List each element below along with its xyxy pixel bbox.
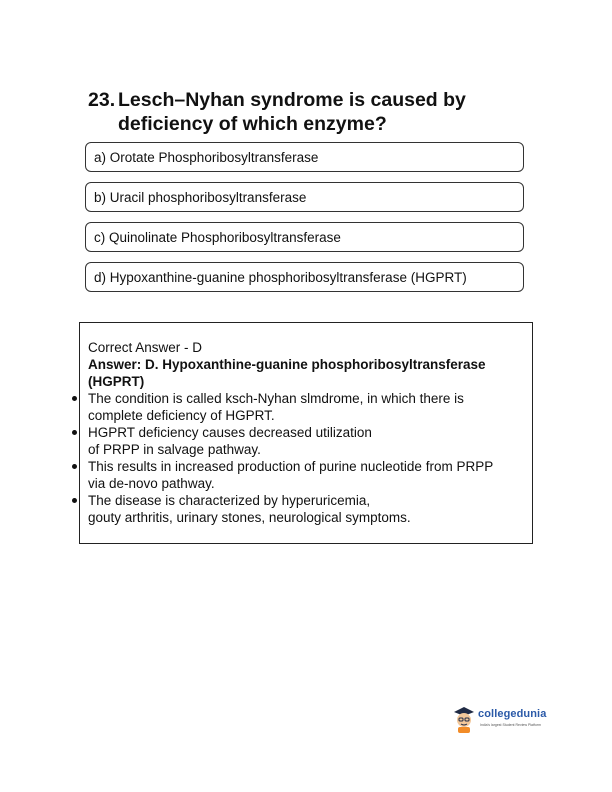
explanation-item <box>88 458 528 492</box>
collegedunia-logo <box>452 705 562 735</box>
answer-content <box>88 339 528 526</box>
explanation-item <box>88 424 528 458</box>
explanation-item <box>88 492 528 526</box>
explanation-line: gouty arthritis, urinary stones, neurological symptoms. <box>88 510 411 525</box>
explanation-line: This results in increased production of purine nucleotide from PRPP <box>88 459 494 474</box>
answer-title-line-2: (HGPRT) <box>88 374 145 389</box>
answer-box <box>79 322 533 544</box>
option-d[interactable]: d) Hypoxanthine-guanine phosphoribosyltransferase (HGPRT) <box>85 262 524 292</box>
option-a[interactable]: a) Orotate Phosphoribosyltransferase <box>85 142 524 172</box>
bullet-icon <box>72 498 77 503</box>
logo-wordmark: collegedunia <box>478 708 547 720</box>
explanation-line: of PRPP in salvage pathway. <box>88 442 261 457</box>
explanation-line: The disease is characterized by hyperuricemia, <box>88 493 371 508</box>
question-heading <box>88 88 528 136</box>
answer-title-line-1: Answer: D. Hypoxanthine-guanine phosphoribosyltransferase <box>88 357 486 372</box>
explanation-list <box>88 390 528 526</box>
option-c[interactable]: c) Quinolinate Phosphoribosyltransferase <box>85 222 524 252</box>
student-mascot-icon <box>452 705 476 733</box>
explanation-line: complete deficiency of HGPRT. <box>88 408 275 423</box>
bullet-icon <box>72 396 77 401</box>
correct-answer-label: Correct Answer - D <box>88 340 203 355</box>
bullet-icon <box>72 430 77 435</box>
option-b[interactable]: b) Uracil phosphoribosyltransferase <box>85 182 524 212</box>
question-text-line-2: deficiency of which enzyme? <box>118 113 387 135</box>
explanation-line: via de-novo pathway. <box>88 476 215 491</box>
bullet-icon <box>72 464 77 469</box>
logo-tagline: India's largest Student Review Platform <box>480 723 541 727</box>
question-number: 23. <box>88 89 116 111</box>
explanation-line: The condition is called ksch-Nyhan slmdrome, in which there is <box>88 391 464 406</box>
explanation-line: HGPRT deficiency causes decreased utilization <box>88 425 372 440</box>
explanation-item <box>88 390 528 424</box>
question-text-line-1: Lesch–Nyhan syndrome is caused by <box>118 89 466 111</box>
